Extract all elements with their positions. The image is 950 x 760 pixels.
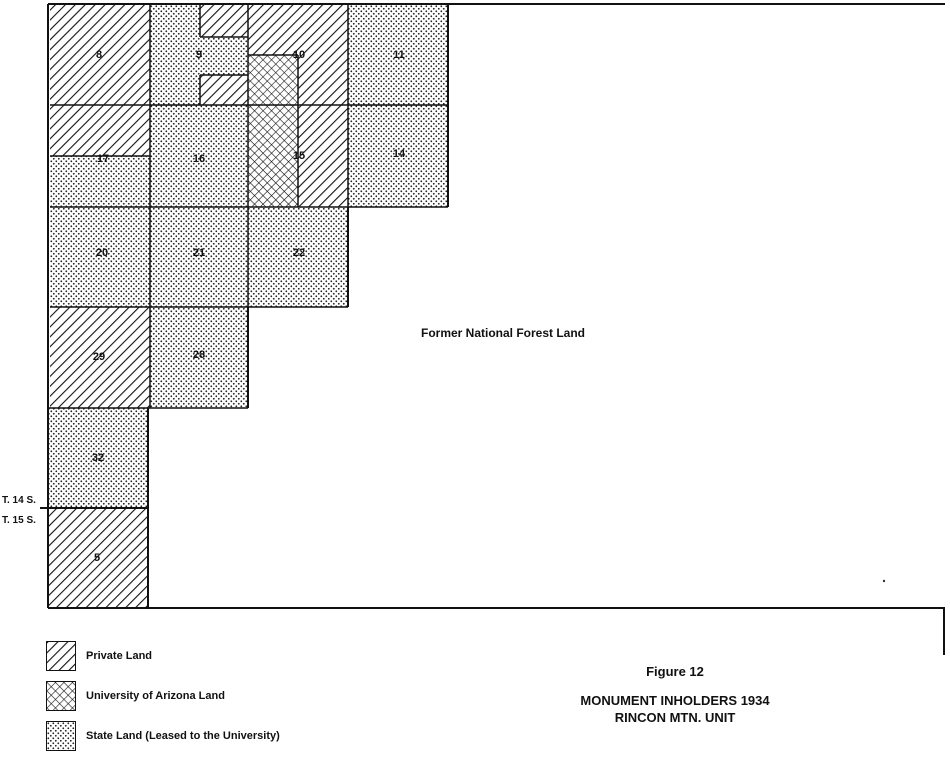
former-national-forest-label: Former National Forest Land: [420, 326, 586, 340]
section-label-29: 29: [92, 351, 106, 363]
private-land-swatch: [46, 641, 76, 671]
section-label-14: 14: [392, 148, 406, 160]
legend-label-university: University of Arizona Land: [86, 690, 225, 702]
section-9-private-north: [200, 5, 248, 37]
legend-item-state: [46, 716, 280, 756]
state-land-swatch: [46, 721, 76, 751]
university-land-swatch: [46, 681, 76, 711]
legend-label-state: State Land (Leased to the University): [86, 730, 280, 742]
section-15-university: [248, 105, 298, 207]
township-14s-label: T. 14 S.: [2, 495, 36, 506]
section-label-28: 28: [192, 349, 206, 361]
section-label-10: 10: [292, 49, 306, 61]
section-label-15: 15: [292, 150, 306, 162]
section-10-university: [248, 55, 298, 105]
figure-number: Figure 12: [646, 664, 704, 679]
section-label-9: 9: [195, 49, 203, 61]
figure-caption: [540, 664, 810, 726]
section-label-22: 22: [292, 247, 306, 259]
legend-label-private: Private Land: [86, 650, 153, 662]
section-label-21: 21: [192, 247, 206, 259]
legend-item-university: [46, 676, 280, 716]
section-label-11: 11: [393, 49, 405, 61]
section-label-5: 5: [93, 552, 101, 564]
section-label-8: 8: [95, 49, 103, 61]
figure-title-line-2: RINCON MTN. UNIT: [614, 710, 736, 725]
legend-item-private: [46, 636, 280, 676]
figure-title-line-1: MONUMENT INHOLDERS 1934: [580, 693, 770, 708]
section-label-20: 20: [95, 247, 109, 259]
legend: [46, 636, 280, 756]
section-label-17: 17: [96, 153, 110, 165]
map-speck: [883, 580, 885, 582]
township-15s-label: T. 15 S.: [2, 515, 36, 526]
section-label-16: 16: [192, 153, 206, 165]
section-label-32: 32: [91, 452, 105, 464]
section-9-private-south: [200, 75, 248, 105]
section-17-private: [50, 105, 150, 156]
